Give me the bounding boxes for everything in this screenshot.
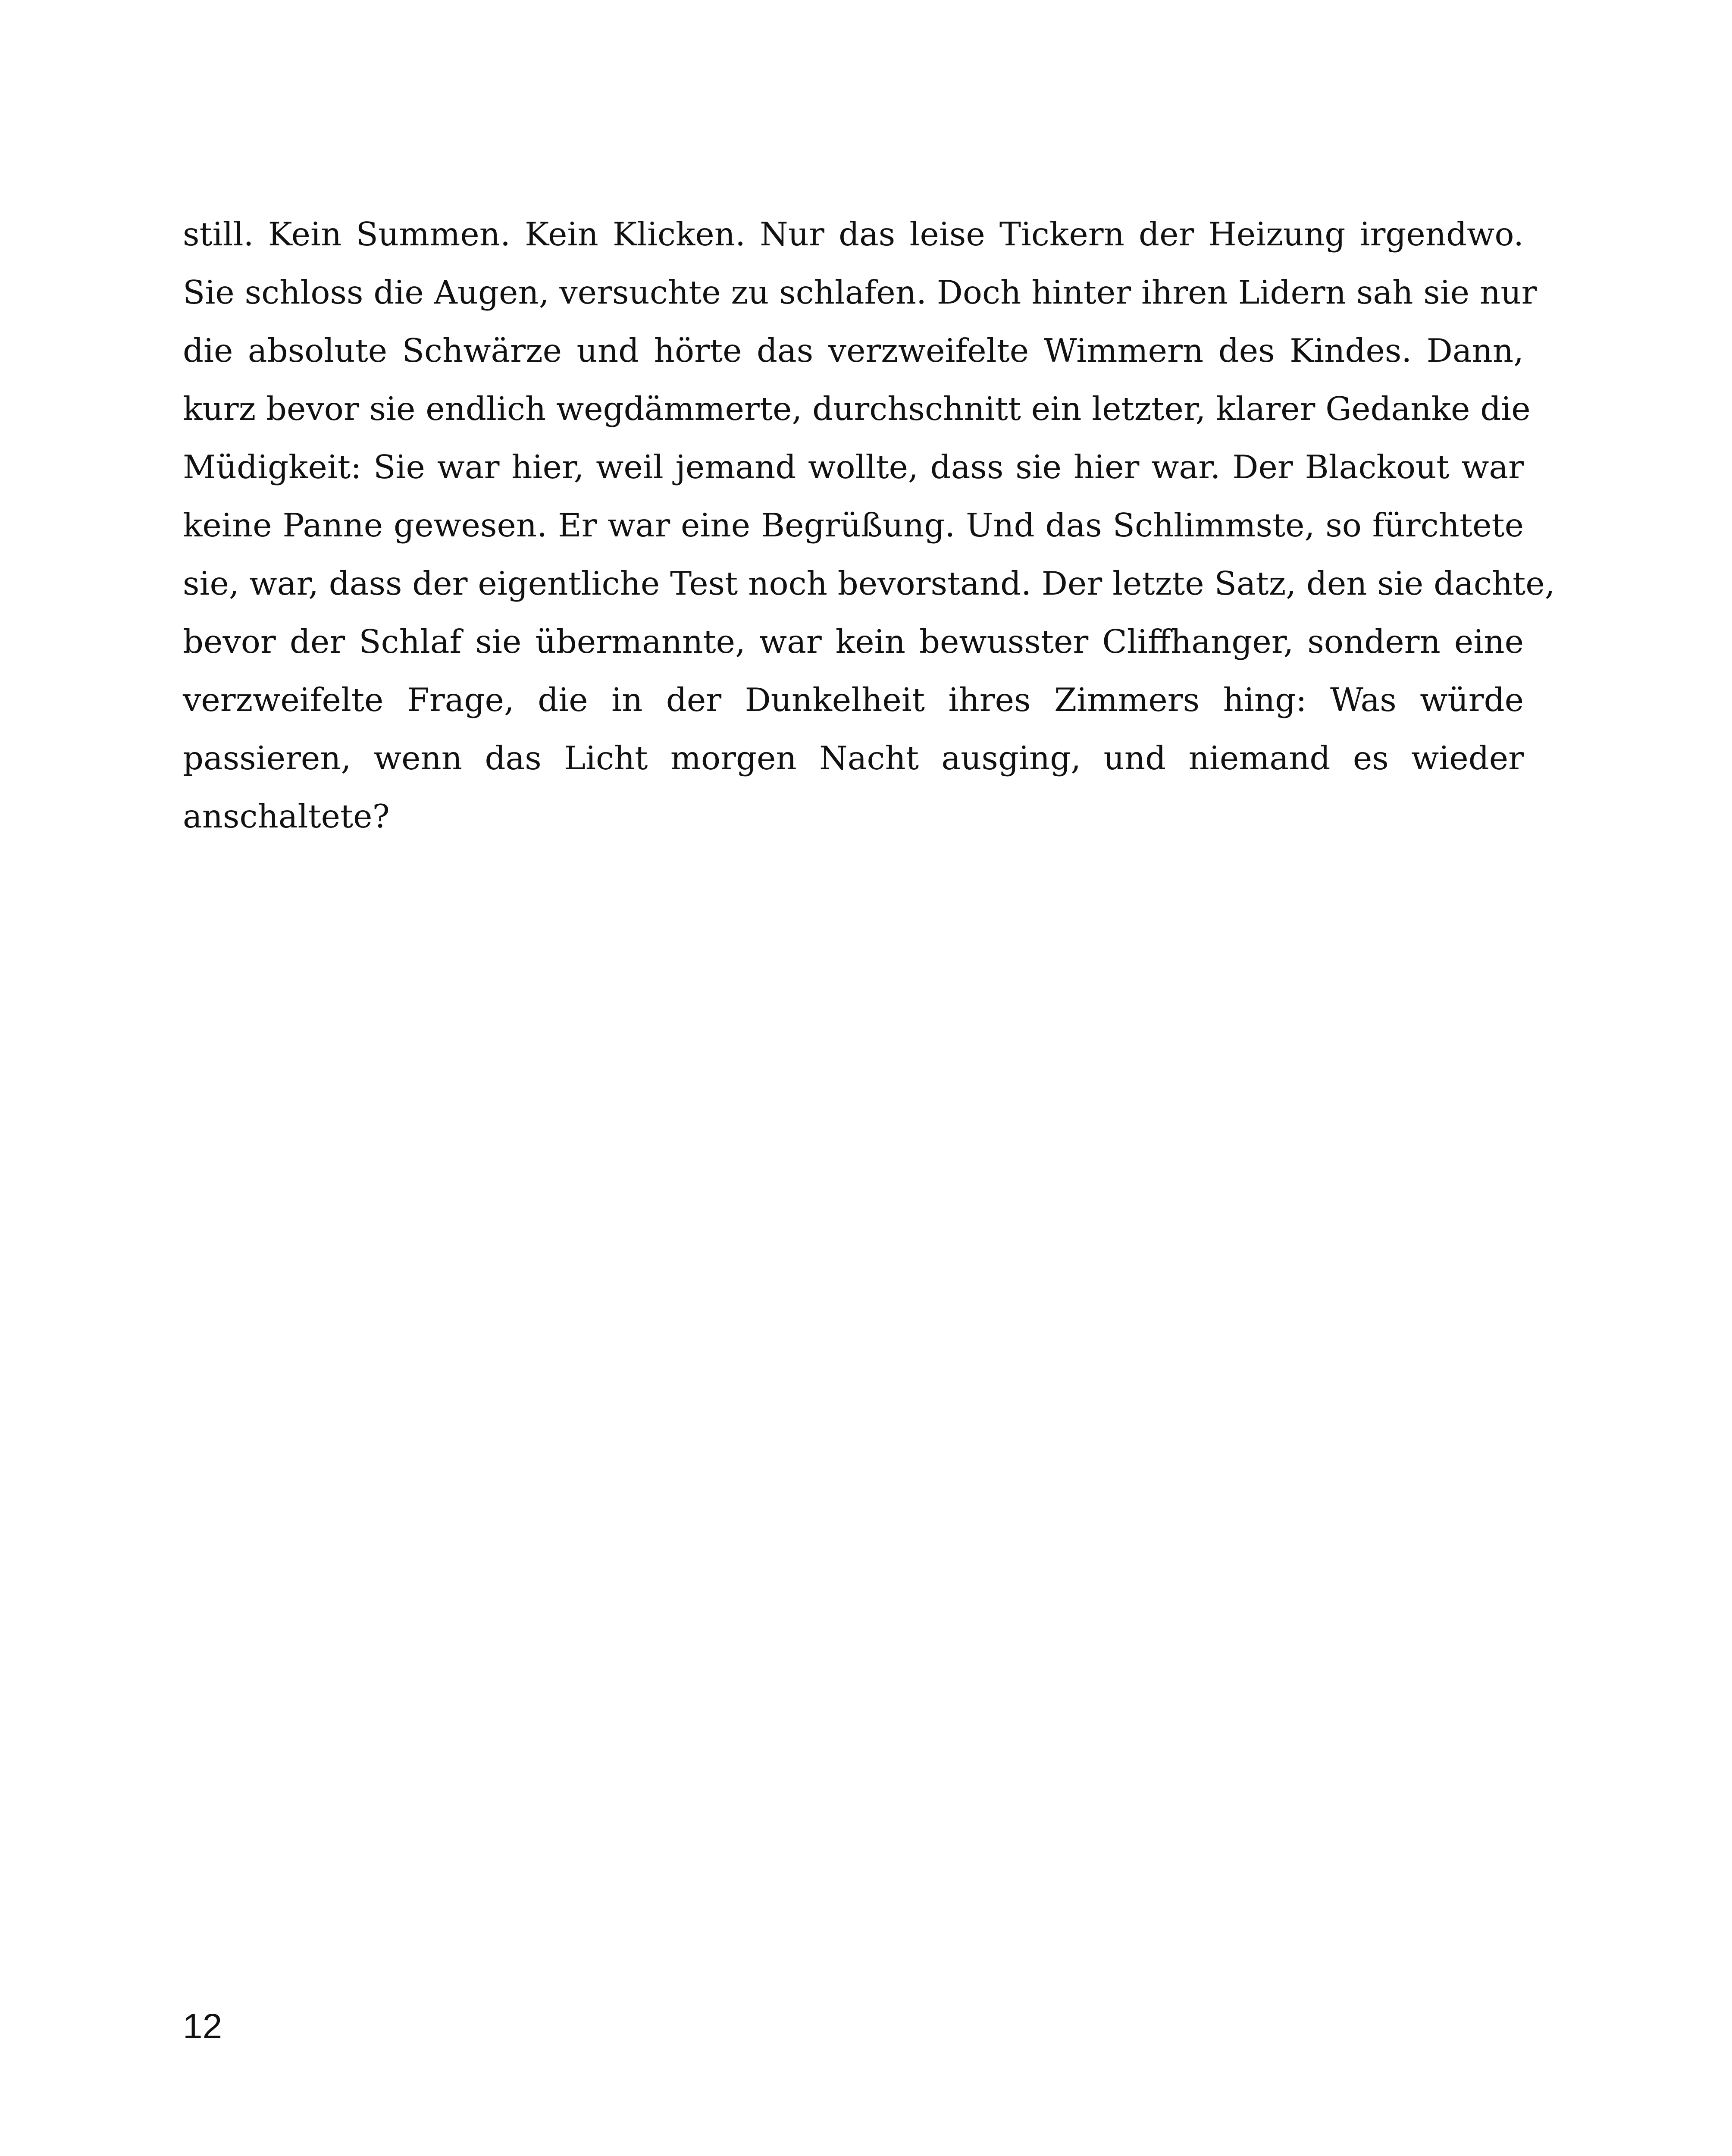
text-line: die absolute Schwärze und hörte das verzweifelte Wimmern des Kindes. Dann,: [183, 332, 1524, 370]
text-line: keine Panne gewesen. Er war eine Begrüßung. Und das Schlimmste, so fürchtete: [183, 506, 1524, 544]
text-line: passieren, wenn das Licht morgen Nacht ausging, und niemand es wieder: [183, 739, 1524, 777]
text-line: bevor der Schlaf sie übermannte, war kein bewusster Cliffhanger, sondern eine: [183, 623, 1524, 661]
text-line: Sie schloss die Augen, versuchte zu schlafen. Doch hinter ihren Lidern sah sie nur: [183, 273, 1537, 311]
text-line: sie, war, dass der eigentliche Test noch bevorstand. Der letzte Satz, den sie dachte,: [183, 564, 1555, 602]
text-line: Müdigkeit: Sie war hier, weil jemand wollte, dass sie hier war. Der Blackout war: [183, 448, 1524, 486]
text-line: kurz bevor sie endlich wegdämmerte, durchschnitt ein letzter, klarer Gedanke die: [183, 390, 1531, 428]
body-text: [183, 205, 1555, 846]
text-line: verzweifelte Frage, die in der Dunkelheit ihres Zimmers hing: Was würde: [183, 681, 1524, 719]
page-number: 12: [183, 2007, 222, 2046]
text-line: anschaltete?: [183, 797, 390, 835]
text-line: still. Kein Summen. Kein Klicken. Nur das leise Tickern der Heizung irgendwo.: [183, 215, 1524, 253]
